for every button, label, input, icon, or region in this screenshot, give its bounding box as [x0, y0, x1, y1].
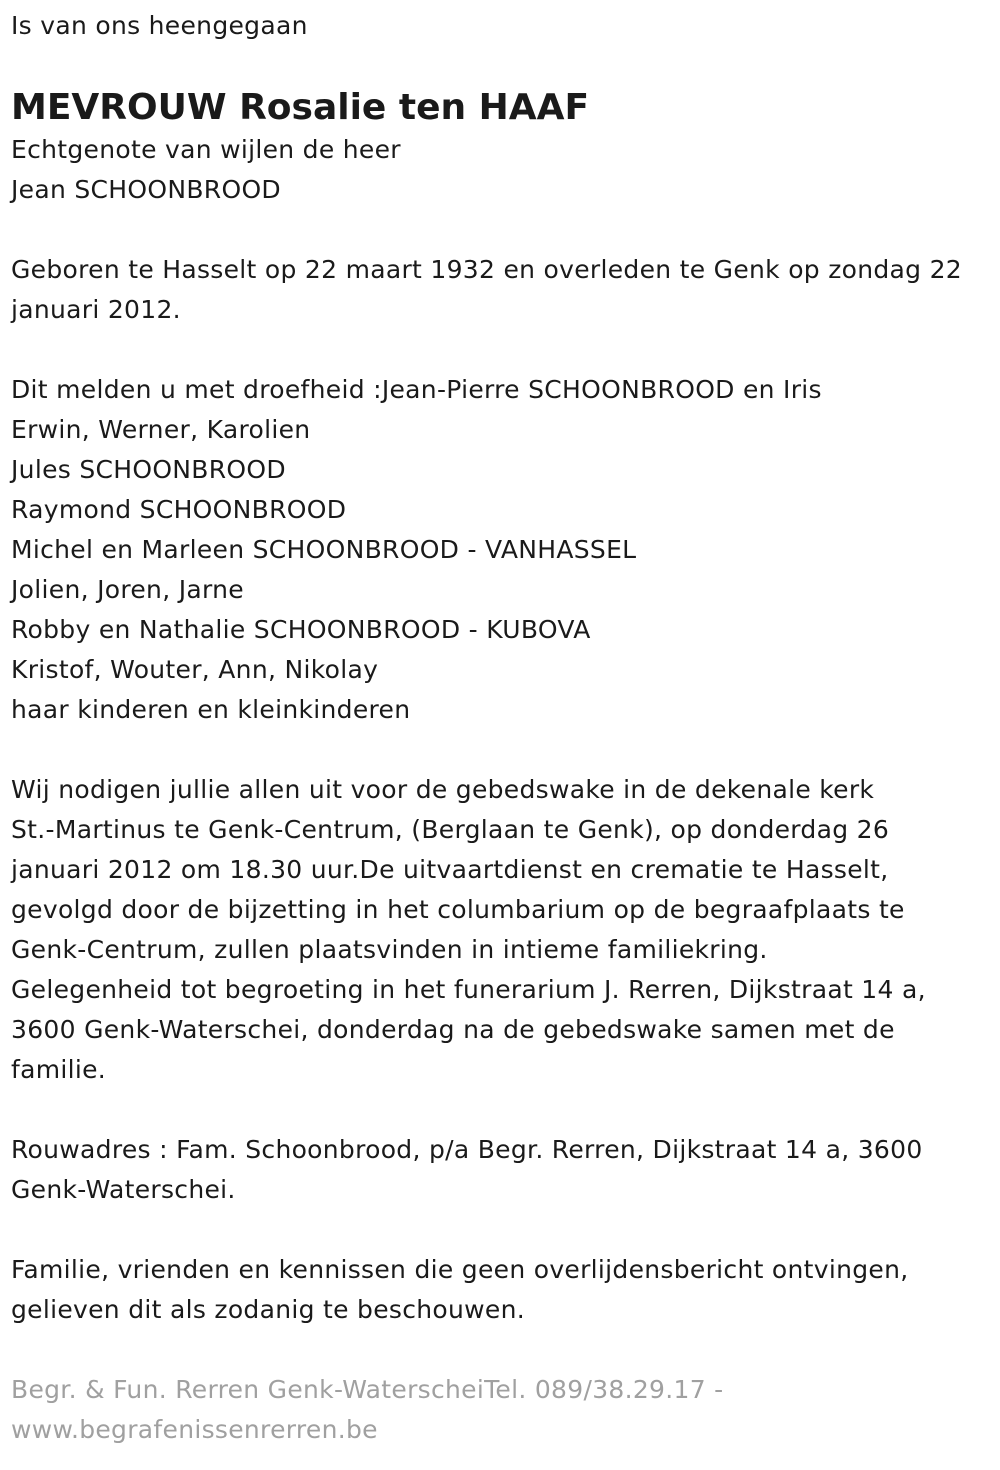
spouse-line: Echtgenote van wijlen de heer — [11, 135, 401, 164]
family-line: Raymond SCHOONBROOD — [11, 495, 347, 524]
ceremony-line: Wij nodigen jullie allen uit voor de gebedswake in de dekenale kerk — [11, 775, 875, 804]
family-line: Jolien, Joren, Jarne — [11, 575, 244, 604]
family-line: Erwin, Werner, Karolien — [11, 415, 311, 444]
family-line: Jules SCHOONBROOD — [11, 455, 286, 484]
ceremony-section — [11, 770, 988, 1090]
family-line: Robby en Nathalie SCHOONBROOD - KUBOVA — [11, 615, 591, 644]
intro-text: Is van ons heengegaan — [11, 11, 308, 40]
notice-line: Familie, vrienden en kennissen die geen overlijdensbericht ontvingen, — [11, 1255, 909, 1284]
mourning-address-line: Genk-Waterschei. — [11, 1175, 236, 1204]
funeral-home-footer — [11, 1370, 988, 1450]
notice-line: gelieven dit als zodanig te beschouwen. — [11, 1295, 525, 1324]
ceremony-line: 3600 Genk-Waterschei, donderdag na de gebedswake samen met de — [11, 1015, 895, 1044]
ceremony-line: Genk-Centrum, zullen plaatsvinden in intieme familiekring. — [11, 935, 768, 964]
birth-death-line: Geboren te Hasselt op 22 maart 1932 en overleden te Genk op zondag 22 — [11, 255, 962, 284]
birth-death-section — [11, 250, 988, 330]
footer-line: Begr. & Fun. Rerren Genk-WaterscheiTel. 089/38.29.17 - — [11, 1375, 724, 1404]
spouse-section — [11, 130, 988, 210]
family-line: Dit melden u met droefheid :Jean-Pierre SCHOONBROOD en Iris — [11, 375, 822, 404]
family-line: Michel en Marleen SCHOONBROOD - VANHASSEL — [11, 535, 637, 564]
family-section — [11, 370, 988, 730]
deceased-name: MEVROUW Rosalie ten HAAF — [11, 87, 590, 128]
ceremony-line: familie. — [11, 1055, 107, 1084]
family-line: Kristof, Wouter, Ann, Nikolay — [11, 655, 379, 684]
ceremony-line: januari 2012 om 18.30 uur.De uitvaartdienst en crematie te Hasselt, — [11, 855, 889, 884]
ceremony-line: gevolgd door de bijzetting in het columbarium op de begraafplaats te — [11, 895, 905, 924]
spouse-line: Jean SCHOONBROOD — [11, 175, 281, 204]
birth-death-line: januari 2012. — [11, 295, 181, 324]
mourning-address-section — [11, 1130, 988, 1210]
footer-website-link[interactable]: www.begrafenissenrerren.be — [11, 1415, 378, 1444]
mourning-address-line: Rouwadres : Fam. Schoonbrood, p/a Begr. Rerren, Dijkstraat 14 a, 3600 — [11, 1135, 923, 1164]
notice-section — [11, 1250, 988, 1330]
ceremony-line: Gelegenheid tot begroeting in het funerarium J. Rerren, Dijkstraat 14 a, — [11, 975, 926, 1004]
family-line: haar kinderen en kleinkinderen — [11, 695, 411, 724]
ceremony-line: St.-Martinus te Genk-Centrum, (Berglaan te Genk), op donderdag 26 — [11, 815, 890, 844]
